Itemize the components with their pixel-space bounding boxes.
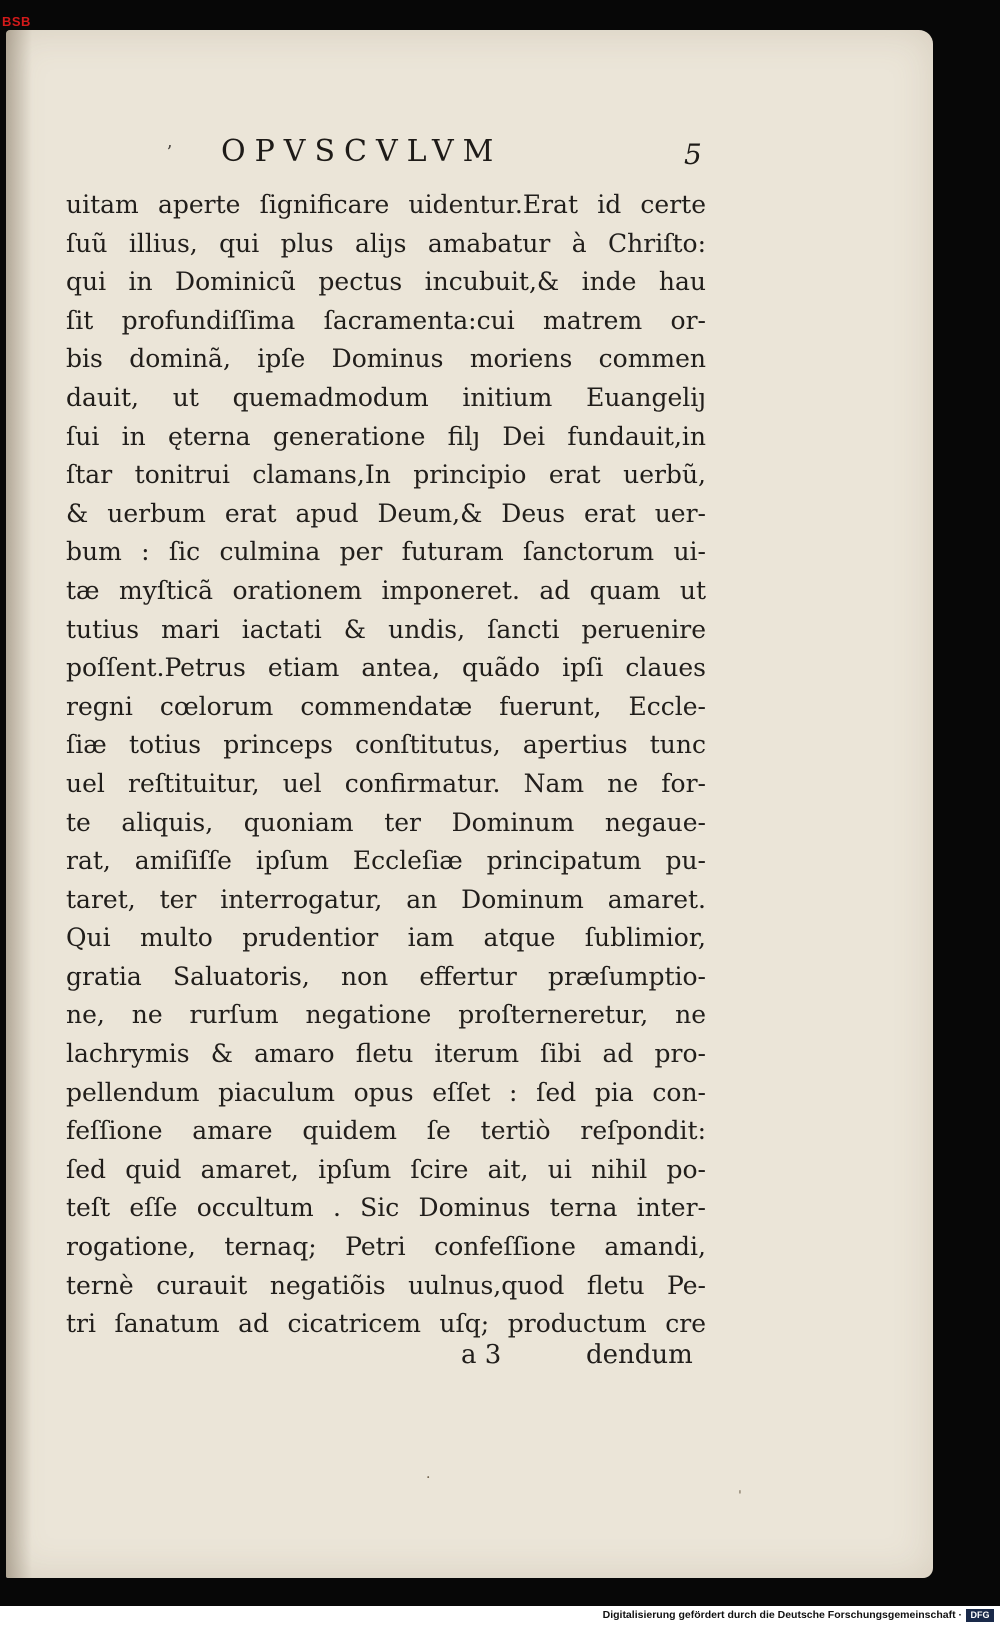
- text-line: tri ſanatum ad cicatricem uſq; productum cre: [66, 1309, 706, 1339]
- running-head: OPVSCVLVM: [221, 134, 503, 169]
- text-line: feſſione amare quidem ſe tertiò reſpondit:: [66, 1116, 706, 1146]
- text-line: poſſent.Petrus etiam antea, quãdo ipſi claues: [66, 653, 706, 683]
- dfg-logo: DFG: [966, 1609, 994, 1622]
- paper-speck: ˌ: [738, 1480, 742, 1496]
- library-watermark: BSB: [2, 14, 31, 29]
- margin-mark: ʼ: [166, 142, 172, 163]
- funding-notice: Digitalisierung gefördert durch die Deutsche Forschungsgemeinschaft ·: [602, 1609, 962, 1621]
- text-line: te aliquis, quoniam ter Dominum negaue-: [66, 807, 706, 837]
- text-line: bis dominã, ipſe Dominus moriens commen: [66, 344, 706, 374]
- text-line: ſuũ illius, qui plus aliȷs amabatur à Chriſto:: [66, 228, 706, 258]
- text-line: taret, ter interrogatur, an Dominum amaret.: [66, 884, 706, 914]
- book-page: [6, 30, 933, 1578]
- page-number: 5: [684, 138, 702, 171]
- text-line: lachrymis & amaro fletu iterum ſibi ad pro-: [66, 1039, 706, 1069]
- text-line: ſiæ totius princeps conſtitutus, apertius tunc: [66, 730, 706, 760]
- text-line: uel reſtituitur, uel confirmatur. Nam ne for-: [66, 768, 706, 798]
- body-text: [66, 186, 706, 1344]
- text-line: uitam aperte ſignificare uidentur.Erat id certe: [66, 190, 706, 219]
- text-line: gratia Saluatoris, non effertur præſumptio-: [66, 961, 706, 991]
- page-footer-line: [6, 1340, 706, 1380]
- digitization-footer: [0, 1606, 1000, 1626]
- text-line: ſed quid amaret, ipſum ſcire ait, ui nihil po-: [66, 1154, 706, 1184]
- text-line: bum : ſic culmina per futuram ſanctorum ui-: [66, 537, 706, 567]
- text-line: ſui in ęterna generatione filȷ Dei fundauit,in: [66, 421, 706, 451]
- paper-speck: ·: [426, 1470, 431, 1486]
- text-line: qui in Dominicũ pectus incubuit,& inde hau: [66, 267, 706, 297]
- text-line: tutius mari iactati & undis, ſancti peruenire: [66, 614, 706, 644]
- text-line: rogatione, ternaq; Petri confeſſione amandi,: [66, 1232, 706, 1262]
- text-line: regni cœlorum commendatæ fuerunt, Eccle-: [66, 691, 706, 721]
- text-line: teſt eſſe occultum . Sic Dominus terna inter-: [66, 1193, 706, 1223]
- text-line: ternè curauit negatiõis uulnus,quod fletu Pe-: [66, 1270, 706, 1300]
- text-line: Qui multo prudentior iam atque ſublimior,: [66, 923, 706, 953]
- text-line: pellendum piaculum opus eſſet : ſed pia con-: [66, 1077, 706, 1107]
- text-line: tæ myſticã orationem imponeret. ad quam ut: [66, 575, 706, 605]
- text-line: ne, ne rurſum negatione proſterneretur, ne: [66, 1000, 706, 1030]
- text-line: & uerbum erat apud Deum,& Deus erat uer-: [66, 498, 706, 528]
- text-line: ſit profundiſſima ſacramenta:cui matrem or-: [66, 305, 706, 335]
- signature-mark: a 3: [461, 1340, 502, 1370]
- catchword: dendum: [586, 1340, 693, 1370]
- text-line: dauit, ut quemadmodum initium Euangeliȷ: [66, 382, 706, 412]
- text-line: rat, amiſiſſe ipſum Eccleſiæ principatum pu-: [66, 846, 706, 876]
- text-line: ſtar tonitrui clamans,In principio erat uerbũ,: [66, 460, 706, 490]
